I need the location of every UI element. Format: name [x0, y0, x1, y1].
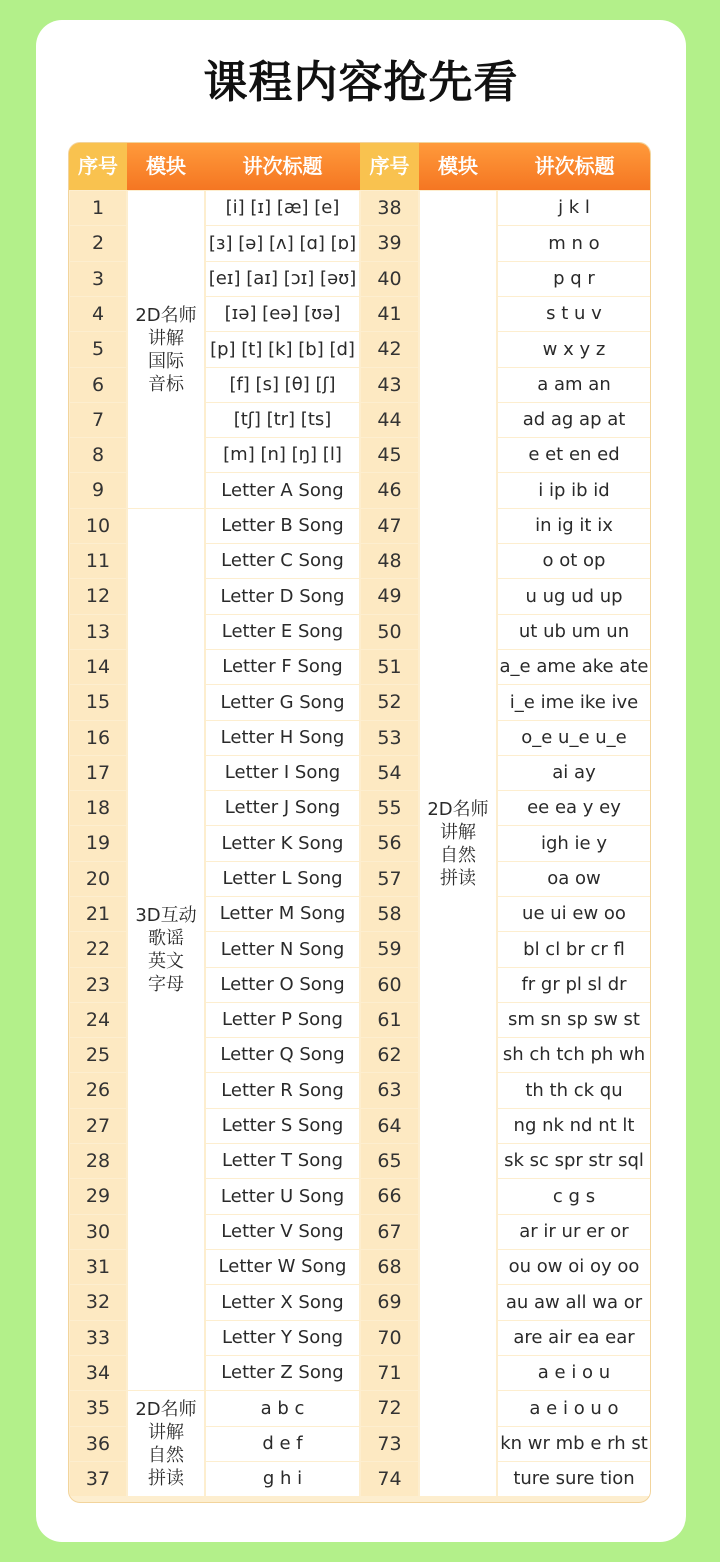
left-row-number: 12: [70, 579, 126, 614]
left-row-number: 31: [70, 1250, 126, 1284]
right-row-lecture: th th ck qu: [498, 1073, 650, 1108]
right-row-lecture: a e i o u o: [498, 1391, 650, 1426]
right-row-lecture: ee ea y ey: [498, 791, 650, 825]
left-module-cell: [128, 509, 204, 1390]
right-row-number: 71: [361, 1356, 418, 1390]
left-row-number: 23: [70, 968, 126, 1002]
left-row-lecture: Letter N Song: [206, 932, 359, 967]
left-row-number: 13: [70, 615, 126, 649]
right-module-label: 2D名师 讲解 自然 拼读: [427, 798, 489, 889]
right-row-lecture: o_e u_e u_e: [498, 721, 650, 755]
header-module-left: 模块: [146, 154, 186, 178]
left-row-number: 35: [70, 1391, 126, 1426]
left-row-lecture: g h i: [206, 1462, 359, 1496]
right-row-lecture: fr gr pl sl dr: [498, 968, 650, 1002]
left-row-lecture: a b c: [206, 1391, 359, 1426]
right-row-number: 42: [361, 332, 418, 367]
right-row-lecture: i ip ib id: [498, 473, 650, 508]
right-row-lecture: ad ag ap at: [498, 403, 650, 437]
left-row-number: 14: [70, 650, 126, 684]
left-row-lecture: [i] [ɪ] [æ] [e]: [206, 191, 359, 225]
right-row-number: 57: [361, 862, 418, 896]
right-module-cell: [420, 191, 496, 1496]
right-row-number: 46: [361, 473, 418, 508]
left-row-number: 9: [70, 473, 126, 508]
left-row-number: 1: [70, 191, 126, 225]
left-module-label: 2D名师 讲解 国际 音标: [135, 304, 197, 395]
right-row-number: 72: [361, 1391, 418, 1426]
right-row-number: 74: [361, 1462, 418, 1496]
right-row-number: 52: [361, 685, 418, 720]
left-row-number: 25: [70, 1038, 126, 1072]
right-row-lecture: ou ow oi oy oo: [498, 1250, 650, 1284]
right-row-lecture: kn wr mb e rh st: [498, 1427, 650, 1461]
right-row-number: 39: [361, 226, 418, 261]
right-row-lecture: oa ow: [498, 862, 650, 896]
left-row-lecture: Letter Q Song: [206, 1038, 359, 1072]
left-row-lecture: Letter R Song: [206, 1073, 359, 1108]
left-row-number: 34: [70, 1356, 126, 1390]
left-row-number: 33: [70, 1321, 126, 1355]
right-row-number: 41: [361, 297, 418, 331]
left-row-number: 5: [70, 332, 126, 367]
right-row-lecture: ng nk nd nt lt: [498, 1109, 650, 1143]
left-row-number: 30: [70, 1215, 126, 1249]
header-number-right: 序号: [360, 143, 419, 190]
left-row-lecture: Letter Z Song: [206, 1356, 359, 1390]
right-row-lecture: ue ui ew oo: [498, 897, 650, 931]
left-row-number: 10: [70, 509, 126, 543]
left-row-lecture: Letter H Song: [206, 721, 359, 755]
page-title: 课程内容抢先看: [203, 57, 519, 108]
left-row-number: 19: [70, 826, 126, 861]
left-row-number: 8: [70, 438, 126, 472]
right-row-lecture: ai ay: [498, 756, 650, 790]
left-module-cell: [128, 191, 204, 508]
table-header: [69, 143, 651, 190]
left-row-lecture: Letter J Song: [206, 791, 359, 825]
left-row-number: 28: [70, 1144, 126, 1178]
right-row-number: 38: [361, 191, 418, 225]
left-row-lecture: Letter A Song: [206, 473, 359, 508]
right-row-number: 45: [361, 438, 418, 472]
right-row-number: 73: [361, 1427, 418, 1461]
right-row-lecture: o ot op: [498, 544, 650, 578]
right-row-number: 64: [361, 1109, 418, 1143]
left-row-lecture: [m] [n] [ŋ] [l]: [206, 438, 359, 472]
left-row-lecture: Letter L Song: [206, 862, 359, 896]
left-row-number: 3: [70, 262, 126, 296]
left-row-number: 17: [70, 756, 126, 790]
right-row-number: 65: [361, 1144, 418, 1178]
left-row-number: 16: [70, 721, 126, 755]
right-row-lecture: a am an: [498, 368, 650, 402]
left-row-number: 11: [70, 544, 126, 578]
left-row-lecture: Letter O Song: [206, 968, 359, 1002]
right-row-lecture: are air ea ear: [498, 1321, 650, 1355]
right-row-number: 51: [361, 650, 418, 684]
left-row-number: 32: [70, 1285, 126, 1320]
left-row-lecture: [tʃ] [tr] [ts]: [206, 403, 359, 437]
right-row-lecture: u ug ud up: [498, 579, 650, 614]
left-row-lecture: [p] [t] [k] [b] [d]: [206, 332, 359, 367]
right-row-number: 44: [361, 403, 418, 437]
left-row-number: 27: [70, 1109, 126, 1143]
left-module-label: 3D互动 歌谣 英文 字母: [135, 904, 197, 995]
right-row-number: 70: [361, 1321, 418, 1355]
header-number-left: 序号: [69, 143, 127, 190]
left-row-number: 4: [70, 297, 126, 331]
right-row-number: 54: [361, 756, 418, 790]
right-row-lecture: j k l: [498, 191, 650, 225]
left-row-number: 15: [70, 685, 126, 720]
right-row-number: 68: [361, 1250, 418, 1284]
right-row-lecture: bl cl br cr fl: [498, 932, 650, 967]
right-row-lecture: w x y z: [498, 332, 650, 367]
right-row-number: 69: [361, 1285, 418, 1320]
right-row-number: 58: [361, 897, 418, 931]
right-row-number: 43: [361, 368, 418, 402]
left-row-number: 20: [70, 862, 126, 896]
right-row-number: 55: [361, 791, 418, 825]
right-row-number: 62: [361, 1038, 418, 1072]
left-row-number: 2: [70, 226, 126, 261]
right-row-lecture: ture sure tion: [498, 1462, 650, 1496]
left-row-number: 21: [70, 897, 126, 931]
left-row-lecture: Letter G Song: [206, 685, 359, 720]
right-row-number: 66: [361, 1179, 418, 1214]
left-row-lecture: Letter X Song: [206, 1285, 359, 1320]
right-row-lecture: p q r: [498, 262, 650, 296]
right-row-number: 59: [361, 932, 418, 967]
right-row-lecture: sm sn sp sw st: [498, 1003, 650, 1037]
right-row-lecture: sh ch tch ph wh: [498, 1038, 650, 1072]
right-row-number: 60: [361, 968, 418, 1002]
left-row-lecture: Letter U Song: [206, 1179, 359, 1214]
right-row-lecture: in ig it ix: [498, 509, 650, 543]
left-row-lecture: Letter V Song: [206, 1215, 359, 1249]
right-row-lecture: au aw all wa or: [498, 1285, 650, 1320]
left-row-lecture: Letter F Song: [206, 650, 359, 684]
right-row-lecture: c g s: [498, 1179, 650, 1214]
header-module-right: 模块: [438, 154, 478, 178]
right-row-number: 50: [361, 615, 418, 649]
left-row-lecture: Letter B Song: [206, 509, 359, 543]
left-row-number: 6: [70, 368, 126, 402]
right-row-lecture: sk sc spr str sql: [498, 1144, 650, 1178]
left-row-number: 24: [70, 1003, 126, 1037]
right-row-lecture: e et en ed: [498, 438, 650, 472]
right-row-lecture: igh ie y: [498, 826, 650, 861]
left-row-lecture: Letter T Song: [206, 1144, 359, 1178]
right-row-number: 40: [361, 262, 418, 296]
left-row-number: 26: [70, 1073, 126, 1108]
right-row-lecture: a e i o u: [498, 1356, 650, 1390]
right-row-lecture: a_e ame ake ate: [498, 650, 650, 684]
left-module-label: 2D名师 讲解 自然 拼读: [135, 1398, 197, 1489]
right-row-lecture: ar ir ur er or: [498, 1215, 650, 1249]
right-row-lecture: s t u v: [498, 297, 650, 331]
left-row-lecture: Letter K Song: [206, 826, 359, 861]
right-row-lecture: i_e ime ike ive: [498, 685, 650, 720]
left-row-number: 37: [70, 1462, 126, 1496]
right-row-number: 48: [361, 544, 418, 578]
left-row-lecture: Letter I Song: [206, 756, 359, 790]
header-lecture-right: 讲次标题: [534, 154, 615, 178]
header-lecture-left: 讲次标题: [242, 154, 323, 178]
right-row-number: 61: [361, 1003, 418, 1037]
course-table: [68, 142, 651, 1503]
left-row-number: 29: [70, 1179, 126, 1214]
right-row-number: 53: [361, 721, 418, 755]
left-row-lecture: [ɜ] [ə] [ʌ] [ɑ] [ɒ]: [206, 226, 359, 261]
left-row-number: 18: [70, 791, 126, 825]
left-row-lecture: Letter D Song: [206, 579, 359, 614]
right-row-lecture: ut ub um un: [498, 615, 650, 649]
left-row-lecture: Letter E Song: [206, 615, 359, 649]
left-row-lecture: Letter C Song: [206, 544, 359, 578]
left-row-lecture: d e f: [206, 1427, 359, 1461]
left-row-lecture: Letter M Song: [206, 897, 359, 931]
right-row-number: 56: [361, 826, 418, 861]
left-module-cell: [128, 1391, 204, 1496]
left-row-number: 36: [70, 1427, 126, 1461]
left-row-number: 7: [70, 403, 126, 437]
left-row-number: 22: [70, 932, 126, 967]
right-row-number: 49: [361, 579, 418, 614]
left-row-lecture: [ɪə] [eə] [ʊə]: [206, 297, 359, 331]
left-row-lecture: [eɪ] [aɪ] [ɔɪ] [əʊ]: [206, 262, 359, 296]
left-row-lecture: Letter Y Song: [206, 1321, 359, 1355]
left-row-lecture: [f] [s] [θ] [ʃ]: [206, 368, 359, 402]
right-row-number: 47: [361, 509, 418, 543]
right-row-number: 67: [361, 1215, 418, 1249]
right-row-lecture: m n o: [498, 226, 650, 261]
right-row-number: 63: [361, 1073, 418, 1108]
left-row-lecture: Letter P Song: [206, 1003, 359, 1037]
left-row-lecture: Letter S Song: [206, 1109, 359, 1143]
left-row-lecture: Letter W Song: [206, 1250, 359, 1284]
